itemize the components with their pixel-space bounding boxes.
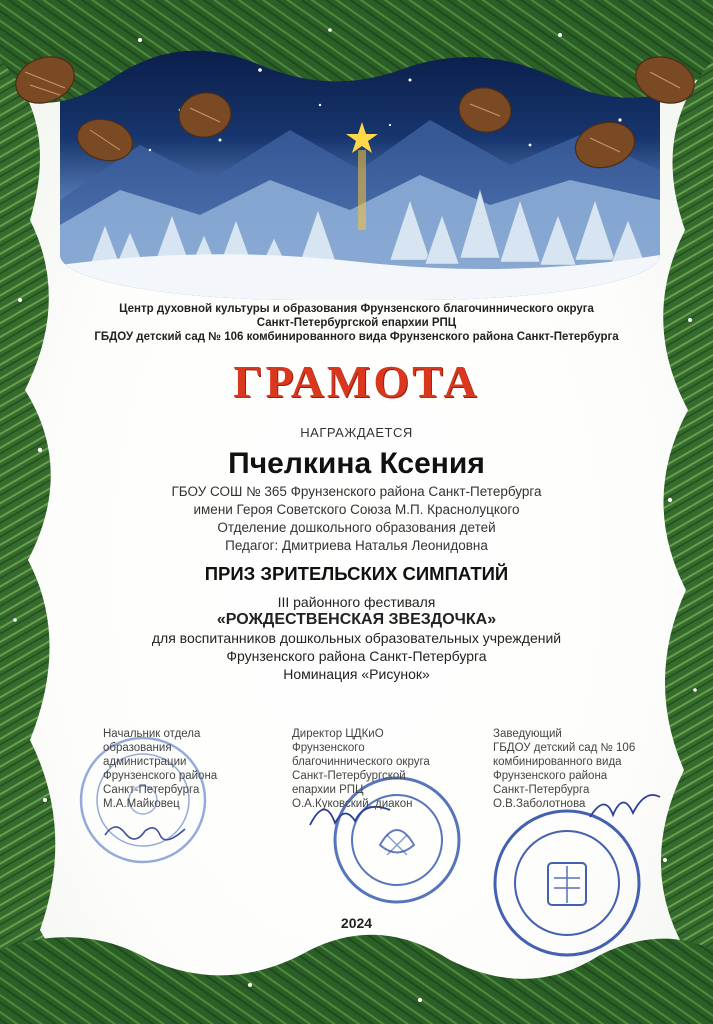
sig3-line: Заведующий <box>493 728 562 740</box>
sig2-line: Санкт-Петербургской <box>292 770 406 782</box>
festival-line-4: Фрунзенского района Санкт-Петербурга <box>226 648 487 664</box>
round-stamp-right <box>492 808 642 958</box>
sig1-line: Начальник отдела <box>103 728 201 740</box>
teacher-line: Педагог: Дмитриева Наталья Леонидовна <box>225 538 488 553</box>
org-line-2: Санкт-Петербургской епархии РПЦ <box>256 317 457 329</box>
recipient-name: Пчелкина Ксения <box>228 447 485 480</box>
sig2-line: Директор ЦДКиО <box>292 728 384 740</box>
sig2-line: благочиннического округа <box>292 756 430 768</box>
sig3-line: комбинированного вида <box>493 756 622 768</box>
awarded-label: НАГРАЖДАЕТСЯ <box>300 425 413 440</box>
school-line-3: Отделение дошкольного образования детей <box>217 520 496 535</box>
signature-block-1 <box>103 727 253 811</box>
sig2-name: О.А.Куковский, диакон <box>292 798 413 810</box>
org-line-1: Центр духовной культуры и образования Фрунзенского благочиннического округа <box>119 303 594 315</box>
festival-name: «РОЖДЕСТВЕНСКАЯ ЗВЕЗДОЧКА» <box>216 611 497 628</box>
sig3-line: Санкт-Петербурга <box>493 784 590 796</box>
certificate-year: 2024 <box>340 915 373 931</box>
sig1-line: Фрунзенского района <box>103 770 218 782</box>
sig2-line: епархии РПЦ <box>292 784 364 796</box>
school-info <box>0 483 713 555</box>
sig1-line: образования <box>103 742 172 754</box>
signature-left <box>100 815 190 845</box>
sig2-line: Фрунзенского <box>292 742 365 754</box>
school-line-2: имени Героя Советского Союза М.П. Краснолуцкого <box>193 502 520 517</box>
festival-info <box>0 593 713 683</box>
school-line-1: ГБОУ СОШ № 365 Фрунзенского района Санкт-Петербурга <box>171 484 542 499</box>
org-line-3: ГБДОУ детский сад № 106 комбинированного вида Фрунзенского района Санкт-Петербурга <box>94 331 619 343</box>
sig1-name: М.А.Майковец <box>103 798 180 810</box>
signature-block-3 <box>493 727 663 811</box>
sig1-line: администрации <box>103 756 187 768</box>
sig3-name: О.В.Заболотнова <box>493 798 586 810</box>
festival-line-1: III районного фестиваля <box>277 594 436 610</box>
signature-block-2 <box>292 727 452 811</box>
organization-header <box>0 302 713 344</box>
prize-title: ПРИЗ ЗРИТЕЛЬСКИХ СИМПАТИЙ <box>204 563 509 584</box>
festival-line-3: для воспитанников дошкольных образовательных учреждений <box>151 630 562 646</box>
certificate-title: ГРАМОТА <box>233 356 480 407</box>
sig3-line: ГБДОУ детский сад № 106 <box>493 742 636 754</box>
sig3-line: Фрунзенского района <box>493 770 608 782</box>
nomination: Номинация «Рисунок» <box>283 666 430 682</box>
sig1-line: Санкт-Петербурга <box>103 784 200 796</box>
